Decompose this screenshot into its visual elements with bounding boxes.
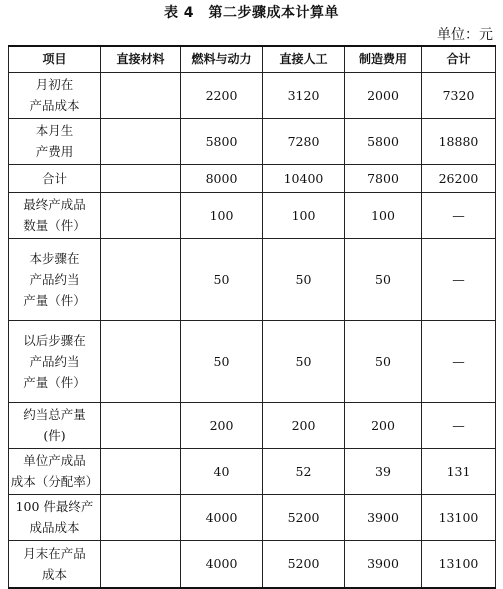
column-header: 制造费用	[345, 46, 422, 72]
table-row	[9, 540, 496, 588]
table-cell: 50	[345, 320, 422, 402]
table-cell: 5800	[345, 118, 422, 164]
table-cell: 200	[181, 402, 263, 448]
table-cell	[101, 402, 181, 448]
table-cell: 7800	[345, 164, 422, 192]
table-cell: 200	[263, 402, 345, 448]
table-title: 表 4 第二步骤成本计算单	[163, 5, 340, 21]
table-cell	[101, 540, 181, 588]
table-cell: 100	[345, 192, 422, 238]
table-row	[9, 494, 496, 540]
row-label: 100 件最终产 成品成本	[9, 494, 101, 540]
row-label: 本月生 产费用	[9, 118, 101, 164]
table-cell: 8000	[181, 164, 263, 192]
table-cell: 13100	[422, 540, 496, 588]
table-cell: 5200	[263, 494, 345, 540]
column-header: 直接人工	[263, 46, 345, 72]
table-cell	[101, 320, 181, 402]
table-row	[9, 238, 496, 320]
table-row	[9, 402, 496, 448]
table-cell: 3900	[345, 494, 422, 540]
table-row	[9, 164, 496, 192]
table-cell: 40	[181, 448, 263, 494]
row-label: 以后步骤在 产品约当 产量（件）	[9, 320, 101, 402]
row-label: 月末在产品 成本	[9, 540, 101, 588]
table-row	[9, 72, 496, 118]
table-cell: 200	[345, 402, 422, 448]
row-label: 最终产成品 数量（件）	[9, 192, 101, 238]
table-cell: 100	[263, 192, 345, 238]
table-cell: 10400	[263, 164, 345, 192]
table-cell	[101, 448, 181, 494]
table-cell: 50	[345, 238, 422, 320]
column-header: 合计	[422, 46, 496, 72]
column-header: 燃料与动力	[181, 46, 263, 72]
table-cell	[101, 118, 181, 164]
table-row	[9, 320, 496, 402]
table-row	[9, 448, 496, 494]
table-cell: 52	[263, 448, 345, 494]
table-cell	[101, 238, 181, 320]
column-header: 项目	[9, 46, 101, 72]
row-label: 单位产成品 成本（分配率）	[9, 448, 101, 494]
cost-calculation-table	[8, 45, 496, 589]
column-header: 直接材料	[101, 46, 181, 72]
header-row	[9, 46, 496, 72]
table-cell: 5800	[181, 118, 263, 164]
table-cell: 7280	[263, 118, 345, 164]
table-cell: 18880	[422, 118, 496, 164]
table-cell	[101, 494, 181, 540]
table-cell: 131	[422, 448, 496, 494]
unit-label: 单位：元	[437, 27, 493, 43]
table-cell: 100	[181, 192, 263, 238]
table-cell: 7320	[422, 72, 496, 118]
table-cell	[101, 164, 181, 192]
table-cell: 50	[181, 238, 263, 320]
table-cell: 39	[345, 448, 422, 494]
row-label: 合计	[9, 164, 101, 192]
row-label: 月初在 产品成本	[9, 72, 101, 118]
table-cell: —	[422, 402, 496, 448]
table-cell	[101, 192, 181, 238]
table-cell: 50	[181, 320, 263, 402]
table-cell: 26200	[422, 164, 496, 192]
table-row	[9, 118, 496, 164]
table-cell: 4000	[181, 540, 263, 588]
row-label: 本步骤在 产品约当 产量（件）	[9, 238, 101, 320]
table-cell: —	[422, 192, 496, 238]
table-cell: 5200	[263, 540, 345, 588]
table-cell: 13100	[422, 494, 496, 540]
table-cell: 3120	[263, 72, 345, 118]
table-cell: 2200	[181, 72, 263, 118]
table-cell: —	[422, 238, 496, 320]
table-row	[9, 192, 496, 238]
row-label: 约当总产量 (件)	[9, 402, 101, 448]
table-cell: —	[422, 320, 496, 402]
table-cell: 50	[263, 238, 345, 320]
table-cell: 50	[263, 320, 345, 402]
table-cell: 4000	[181, 494, 263, 540]
table-cell: 2000	[345, 72, 422, 118]
table-cell	[101, 72, 181, 118]
table-cell: 3900	[345, 540, 422, 588]
